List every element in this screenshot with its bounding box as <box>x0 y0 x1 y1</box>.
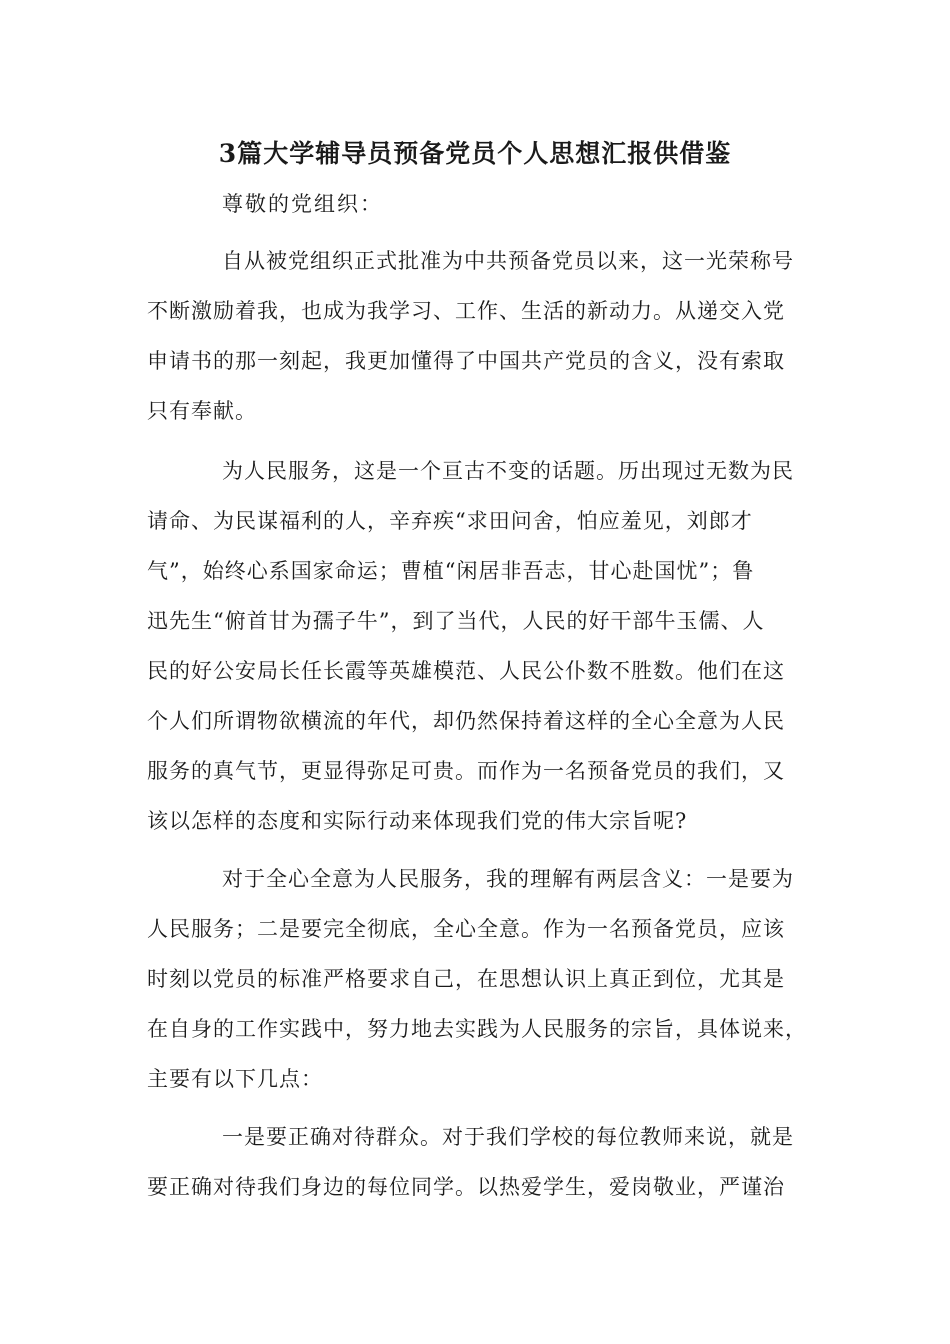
paragraph-line: 在自身的工作实践中，努力地去实践为人民服务的宗旨，具体说来， <box>147 1017 807 1041</box>
paragraph-line: 不断激励着我，也成为我学习、工作、生活的新动力。从递交入党 <box>147 299 785 323</box>
paragraph-line: 个人们所谓物欲横流的年代，却仍然保持着这样的全心全意为人民 <box>147 709 785 733</box>
paragraph-line: 申请书的那一刻起，我更加懂得了中国共产党员的含义，没有索取 <box>147 349 785 373</box>
paragraph-3 <box>147 854 807 1104</box>
paragraph-line: 为人民服务，这是一个亘古不变的话题。历出现过无数为民 <box>222 459 794 483</box>
paragraph-line: 一是要正确对待群众。对于我们学校的每位教师来说，就是 <box>222 1125 794 1149</box>
paragraph-1 <box>147 236 807 436</box>
paragraph-line: 该以怎样的态度和实际行动来体现我们党的伟大宗旨呢? <box>147 809 688 833</box>
paragraph-line: 人民服务；二是要完全彻底，全心全意。作为一名预备党员，应该 <box>147 917 785 941</box>
paragraph-line: 气”，始终心系国家命运；曹植“闲居非吾志，甘心赴国忧”；鲁 <box>147 559 755 583</box>
paragraph-4 <box>147 1112 807 1212</box>
paragraph-line: 主要有以下几点： <box>147 1067 323 1091</box>
paragraph-line: 时刻以党员的标准严格要求自己，在思想认识上真正到位，尤其是 <box>147 967 785 991</box>
salutation: 尊敬的党组织： <box>222 192 383 216</box>
paragraph-line: 只有奉献。 <box>147 399 257 423</box>
paragraph-line: 民的好公安局长任长霞等英雄模范、人民公仆数不胜数。他们在这 <box>147 659 785 683</box>
paragraph-line: 要正确对待我们身边的每位同学。以热爱学生，爱岗敬业，严谨治 <box>147 1175 785 1199</box>
paragraph-line: 对于全心全意为人民服务，我的理解有两层含义：一是要为 <box>222 867 794 891</box>
paragraph-line: 请命、为民谋福利的人，辛弃疾“求田问舍，怕应羞见，刘郎才 <box>147 509 753 533</box>
paragraph-2 <box>147 446 807 846</box>
document-title: 3篇大学辅导员预备党员个人思想汇报供借鉴 <box>218 139 732 168</box>
paragraph-line: 自从被党组织正式批准为中共预备党员以来，这一光荣称号 <box>222 249 794 273</box>
paragraph-line: 迅先生“俯首甘为孺子牛”，到了当代，人民的好干部牛玉儒、人 <box>147 609 765 633</box>
paragraph-line: 服务的真气节，更显得弥足可贵。而作为一名预备党员的我们，又 <box>147 759 785 783</box>
